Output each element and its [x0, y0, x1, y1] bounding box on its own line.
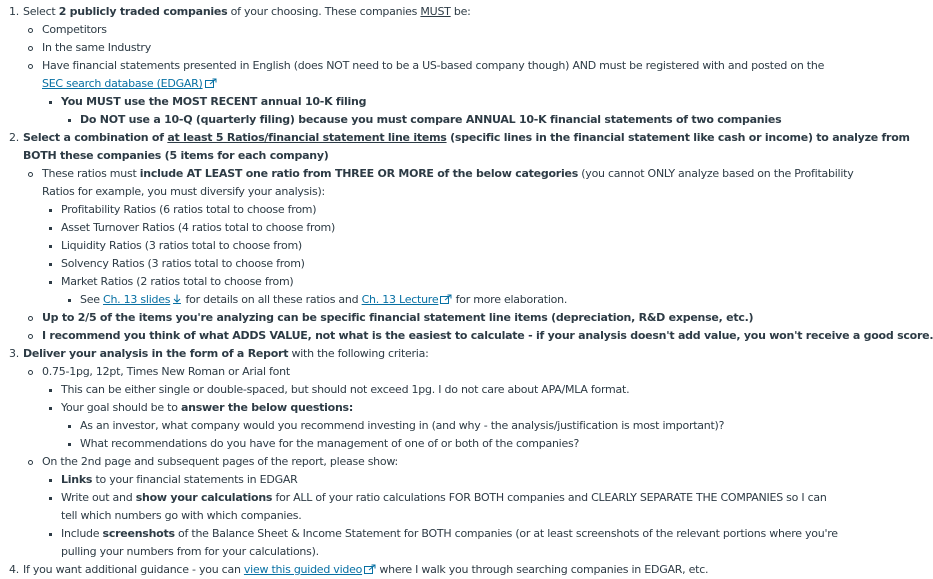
item-2-bullet-line-items [0, 309, 838, 327]
item-2-bullet-adds-value [0, 327, 933, 345]
bullet-square [49, 407, 52, 410]
bullet-square [49, 227, 52, 230]
item-2-underlined: at least 5 Ratios/financial statement line items [167, 131, 447, 144]
item-2-text-pre: Select a combination of [23, 131, 168, 144]
bullet-text-pre: Your goal should be to [61, 401, 181, 414]
bullet-circle [28, 460, 33, 465]
bullet-text: Competitors [42, 23, 107, 36]
see-text-mid: for details on all these ratios and [182, 293, 362, 306]
bullet-text: I recommend you think of what ADDS VALUE, not what is the easiest to calculate - if your analysis doesn't add value, you won't receive a good score. [42, 329, 933, 342]
bullet-text-bold: Links [61, 473, 93, 486]
item-3-sub-calculations [0, 489, 838, 507]
bullet-circle [28, 334, 33, 339]
item-1-bullet-english-cont [0, 75, 838, 93]
item-3-number: 3. [9, 347, 19, 360]
category-text: Solvency Ratios (3 ratios total to choose from) [61, 257, 305, 270]
bullet-square [68, 443, 71, 446]
bullet-text-post: (you cannot ONLY analyze based on the Profitability [578, 167, 854, 180]
item-2-text-post: (specific lines in the financial statement like cash or income) to analyze from [446, 131, 910, 144]
item-1-sub-10k [0, 93, 838, 111]
item-4 [0, 561, 838, 579]
bullet-circle [28, 64, 33, 69]
item-3 [0, 345, 838, 363]
download-icon[interactable] [172, 294, 182, 304]
bullet-square [49, 245, 52, 248]
item-1-bullet-english [0, 57, 838, 75]
category-market [0, 273, 838, 291]
see-text-post: for more elaboration. [452, 293, 568, 306]
item-2-bullet-categories [0, 165, 854, 183]
bullet-square [49, 497, 52, 500]
item-3-sub-links [0, 471, 838, 489]
item-1-subsub-10q [0, 111, 838, 129]
bullet-text-post: of the Balance Sheet & Income Statement for BOTH companies (or at least screenshots of the relevant portions where you're [174, 527, 838, 540]
guided-video-link[interactable]: view this guided video [243, 563, 363, 576]
bullet-circle [28, 370, 33, 375]
bullet-continuation: tell which numbers go with which companies. [61, 509, 302, 522]
item-3-text-post: with the following criteria: [288, 347, 429, 360]
bullet-text: On the 2nd page and subsequent pages of the report, please show: [42, 455, 398, 468]
bullet-text-bold: include AT LEAST one ratio from THREE OR MORE of the below categories [139, 167, 579, 180]
bullet-circle [28, 28, 33, 33]
category-profitability [0, 201, 838, 219]
bullet-square [68, 119, 71, 122]
item-1-number: 1. [9, 5, 19, 18]
bullet-square [49, 389, 52, 392]
category-text: Market Ratios (2 ratios total to choose from) [61, 275, 294, 288]
bullet-text-pre: These ratios must [42, 167, 140, 180]
bullet-text-post: for ALL of your ratio calculations FOR BOTH companies and CLEARLY SEPARATE THE COMPANIES so I can [272, 491, 827, 504]
bullet-text: Have financial statements presented in English (does NOT need to be a US-based company though) AND must be registered with and posted on the [42, 59, 825, 72]
item-3-sub-goal [0, 399, 838, 417]
bullet-circle [28, 46, 33, 51]
question-text: What recommendations do you have for the management of one of or both of the companies? [80, 437, 580, 450]
bullet-text-pre: Write out and [61, 491, 136, 504]
category-text: Asset Turnover Ratios (4 ratios total to choose from) [61, 221, 336, 234]
bullet-square [49, 101, 52, 104]
bullet-text: 0.75-1pg, 12pt, Times New Roman or Arial font [42, 365, 290, 378]
bullet-text: Up to 2/5 of the items you're analyzing can be specific financial statement line items (depreciation, R&D expense, etc.) [42, 311, 754, 324]
bullet-continuation: Ratios for example, you must diversify your analysis): [42, 185, 325, 198]
item-1-text-pre: Select [23, 5, 59, 18]
item-2-continuation: BOTH these companies (5 items for each company) [23, 149, 329, 162]
bullet-text: In the same Industry [42, 41, 151, 54]
external-link-icon[interactable] [205, 78, 217, 88]
bullet-continuation: pulling your numbers from for your calculations). [61, 545, 319, 558]
bullet-text-bold: show your calculations [135, 491, 273, 504]
item-1-bullet-competitors [0, 21, 838, 39]
item-3-sub-calculations-cont [0, 507, 838, 525]
bullet-square [49, 209, 52, 212]
item-2-number: 2. [9, 131, 19, 144]
item-3-sub-screenshots [0, 525, 838, 543]
bullet-text-bold: screenshots [102, 527, 175, 540]
category-asset-turnover [0, 219, 838, 237]
item-4-text-post: where I walk you through searching companies in EDGAR, etc. [376, 563, 709, 576]
sec-edgar-link[interactable]: SEC search database (EDGAR) [42, 77, 203, 90]
bullet-square [49, 281, 52, 284]
bullet-text: Do NOT use a 10-Q (quarterly filing) because you must compare ANNUAL 10-K financial statements of two companies [80, 113, 782, 126]
item-1-bold: 2 publicly traded companies [58, 5, 228, 18]
see-text-pre: See [80, 293, 104, 306]
bullet-square [49, 533, 52, 536]
bullet-text: You MUST use the MOST RECENT annual 10-K filing [61, 95, 367, 108]
item-1-text-post: be: [450, 5, 471, 18]
bullet-text-post: to your financial statements in EDGAR [92, 473, 298, 486]
ch13-slides-link[interactable]: Ch. 13 slides [103, 293, 171, 306]
item-1-must: MUST [420, 5, 451, 18]
bullet-square [68, 425, 71, 428]
bullet-square [49, 479, 52, 482]
item-2-bullet-categories-cont [0, 183, 838, 201]
bullet-text: This can be either single or double-spaced, but should not exceed 1pg. I do not care about APA/MLA format. [61, 383, 630, 396]
item-3-sub-screenshots-cont [0, 543, 838, 561]
item-3-sub-spacing [0, 381, 838, 399]
bullet-text-bold: answer the below questions: [180, 401, 354, 414]
external-link-icon[interactable] [364, 564, 376, 574]
category-solvency [0, 255, 838, 273]
category-text: Profitability Ratios (6 ratios total to choose from) [61, 203, 317, 216]
category-liquidity [0, 237, 838, 255]
external-link-icon[interactable] [440, 294, 452, 304]
bullet-square [49, 263, 52, 266]
item-3-bold: Deliver your analysis in the form of a Report [23, 347, 289, 360]
category-text: Liquidity Ratios (3 ratios total to choose from) [61, 239, 302, 252]
question-investor [0, 417, 838, 435]
item-4-text-pre: If you want additional guidance - you can [23, 563, 244, 576]
bullet-square [68, 299, 71, 302]
bullet-circle [28, 316, 33, 321]
item-2-cont [0, 147, 838, 165]
item-4-number: 4. [9, 563, 19, 576]
question-management [0, 435, 838, 453]
item-1 [0, 3, 838, 21]
item-2 [0, 129, 910, 147]
bullet-text-pre: Include [61, 527, 103, 540]
ch13-lecture-link[interactable]: Ch. 13 Lecture [361, 293, 439, 306]
see-slides-line [0, 291, 838, 309]
bullet-circle [28, 172, 33, 177]
item-1-text-mid: of your choosing. These companies [227, 5, 421, 18]
item-1-bullet-industry [0, 39, 838, 57]
item-3-bullet-second-page [0, 453, 838, 471]
question-text: As an investor, what company would you recommend investing in (and why - the analysis/justification is most important)? [80, 419, 725, 432]
item-3-bullet-format [0, 363, 838, 381]
